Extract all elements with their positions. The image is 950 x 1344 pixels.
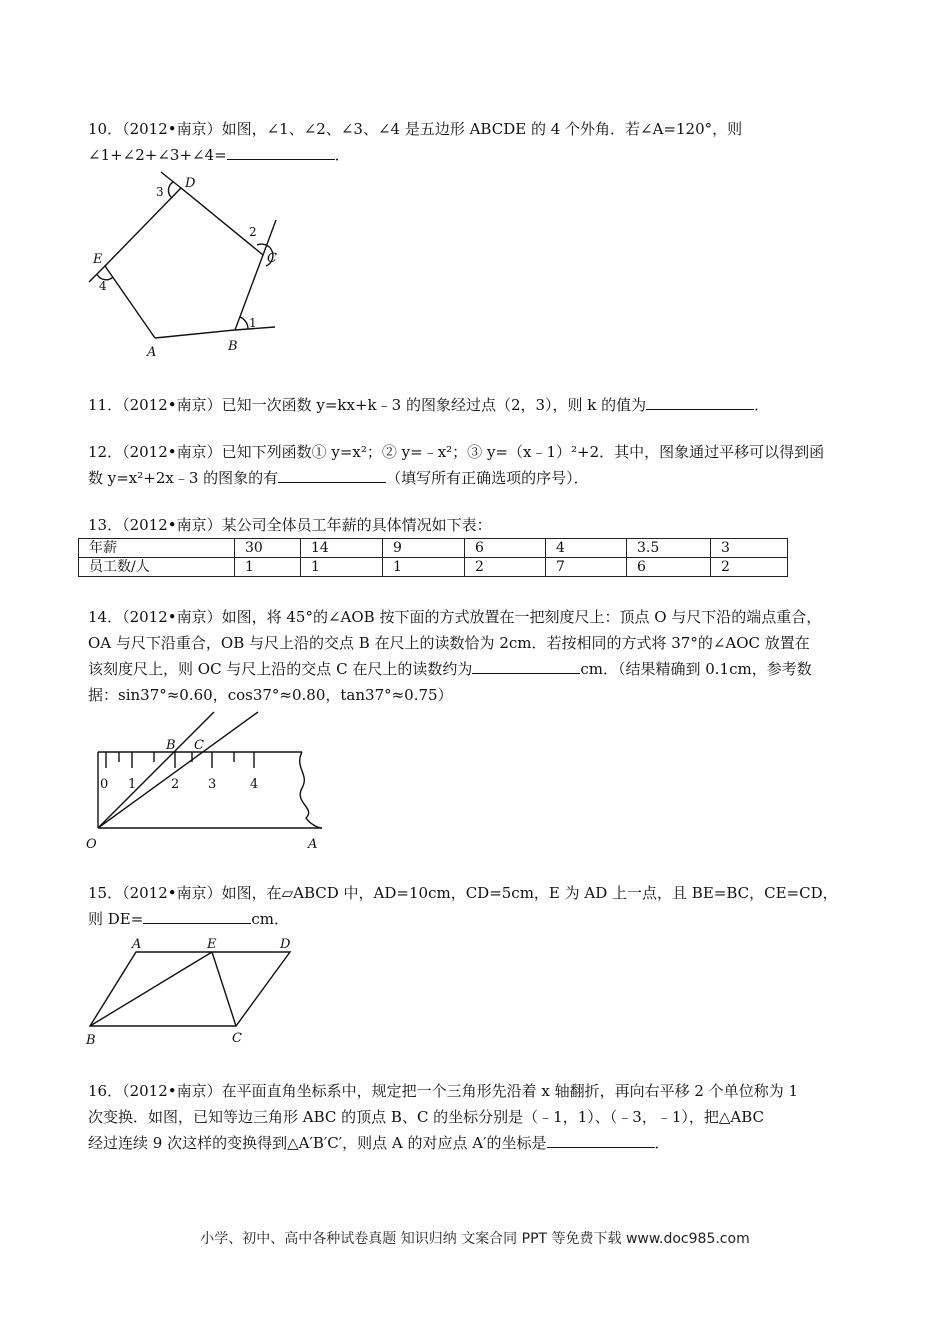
label-A: A [132, 937, 142, 952]
extension-CD [161, 172, 181, 188]
arc-angle-1 [240, 317, 248, 329]
label-A: A [147, 345, 157, 360]
tick-label-2: 2 [171, 777, 180, 792]
answer-blank[interactable] [143, 907, 251, 924]
table-cell: 1 [301, 558, 383, 577]
q16-line3 [88, 1130, 868, 1156]
q12-line2-end: （填写所有正确选项的序号）． [386, 469, 589, 487]
ruler-ticks [106, 752, 254, 768]
answer-blank[interactable] [278, 466, 386, 483]
answer-blank[interactable] [472, 657, 580, 674]
table-cell: 员工数/人 [79, 558, 235, 577]
table-cell: 3.5 [627, 539, 711, 558]
table-cell: 6 [627, 558, 711, 577]
label-B: B [86, 1033, 96, 1048]
table-row [79, 558, 788, 577]
answer-blank[interactable] [227, 143, 335, 160]
answer-blank[interactable] [646, 393, 754, 410]
ruler-figure [84, 708, 334, 856]
table-cell: 7 [546, 558, 627, 577]
parallelogram-figure [82, 934, 307, 1049]
question-15 [88, 880, 868, 932]
table-cell: 14 [301, 539, 383, 558]
answer-blank[interactable] [547, 1131, 655, 1148]
arc-angle-3 [168, 182, 173, 197]
q15-line2 [88, 906, 868, 932]
table-cell: 2 [465, 558, 546, 577]
table-cell: 3 [711, 539, 788, 558]
table-cell: 4 [546, 539, 627, 558]
label-E: E [207, 937, 217, 952]
label-C: C [232, 1031, 242, 1046]
label-angle-4: 4 [99, 279, 107, 293]
pentagon-figure [85, 170, 285, 365]
q12-line2 [88, 465, 868, 491]
q15-line2-end: cm． [251, 910, 289, 928]
q16-line1: 16．（2012•南京）在平面直角坐标系中，规定把一个三角形先沿着 x 轴翻折，再向右平移 2 个单位称为 1 [88, 1082, 798, 1100]
label-C: C [267, 251, 277, 266]
label-angle-3: 3 [156, 185, 164, 199]
table-cell: 1 [383, 558, 465, 577]
ray-OB [98, 712, 217, 828]
table-row [79, 539, 788, 558]
q12-line1: 12．（2012•南京）已知下列函数① y=x²；② y=﹣x²；③ y=（x﹣1）²+2．其中，图象通过平移可以得到函 [88, 443, 825, 461]
q14-line4: 据：sin37°≈0.60，cos37°≈0.80，tan37°≈0.75） [88, 686, 453, 704]
q10-line1: 10．（2012•南京）如图，∠1、∠2、∠3、∠4 是五边形 ABCDE 的 4 个外角．若∠A=120°，则 [88, 120, 743, 138]
page-footer: 小学、初中、高中各种试卷真题 知识归纳 文案合同 PPT 等免费下载 www.doc985.com [200, 1231, 750, 1247]
label-D: D [280, 937, 291, 952]
label-O: O [86, 837, 97, 852]
label-E: E [93, 252, 103, 267]
label-angle-2: 2 [249, 225, 257, 239]
table-cell: 9 [383, 539, 465, 558]
q14-line2: OA 与尺下沿重合，OB 与尺上沿的交点 B 在尺上的读数恰为 2cm．若按相同的方式将 37°的∠AOC 放置在 [88, 634, 810, 652]
table-cell: 6 [465, 539, 546, 558]
tick-label-4: 4 [250, 777, 259, 792]
label-angle-1: 1 [249, 316, 257, 330]
label-B: B [166, 738, 176, 753]
ruler-torn-edge [300, 752, 322, 828]
q14-line1: 14．（2012•南京）如图，将 45°的∠AOB 按下面的方式放置在一把刻度尺上：顶点 O 与尺下沿的端点重合， [88, 608, 822, 626]
question-12 [88, 439, 868, 491]
ray-OC [98, 712, 258, 828]
segment-BE [90, 952, 212, 1026]
label-D: D [185, 176, 196, 191]
q16-line2: 次变换．如图，已知等边三角形 ABC 的顶点 B、C 的坐标分别是（﹣1，1）、（﹣3，﹣1），把△ABC [88, 1108, 765, 1126]
q15-line2-text: 则 DE= [88, 910, 144, 928]
question-10 [88, 116, 868, 168]
q14-line3 [88, 656, 868, 682]
table-cell: 年薪 [79, 539, 235, 558]
q15-line1: 15．（2012•南京）如图，在▱ABCD 中，AD=10cm，CD=5cm，E 为 AD 上一点，且 BE=BC，CE=CD， [88, 884, 838, 902]
q12-line2-text: 数 y=x²+2x﹣3 的图象的有 [88, 469, 279, 487]
label-C: C [194, 738, 204, 753]
salary-table [78, 538, 788, 577]
label-B: B [228, 339, 238, 354]
q10-line2-text: ∠1+∠2+∠3+∠4= [88, 146, 227, 164]
tick-label-1: 1 [128, 777, 137, 792]
q13-text: 13．（2012•南京）某公司全体员工年薪的具体情况如下表： [88, 516, 492, 534]
question-11 [88, 392, 868, 418]
question-14 [88, 604, 868, 708]
q14-line3-end: cm．（结果精确到 0.1cm，参考数 [580, 660, 812, 678]
table-cell: 2 [711, 558, 788, 577]
q10-line2-end: ． [334, 146, 350, 164]
parallelogram-ABCD [90, 952, 290, 1026]
pentagon-outline [105, 188, 263, 338]
q14-line3-text: 该刻度尺上，则 OC 与尺上沿的交点 C 在尺上的读数约为 [88, 660, 473, 678]
tick-label-3: 3 [208, 777, 217, 792]
table-cell: 1 [235, 558, 301, 577]
question-13 [88, 512, 868, 538]
segment-EC [212, 952, 236, 1026]
label-A: A [308, 837, 318, 852]
tick-label-0: 0 [100, 777, 109, 792]
q10-line2 [88, 142, 868, 168]
extension-BC [263, 220, 276, 255]
question-16 [88, 1078, 868, 1156]
q16-line3-text: 经过连续 9 次这样的变换得到△A′B′C′，则点 A 的对应点 A′的坐标是 [88, 1134, 547, 1152]
table-cell: 30 [235, 539, 301, 558]
q11-text: 11．（2012•南京）已知一次函数 y=kx+k﹣3 的图象经过点（2，3），则 k 的值为 [88, 396, 647, 414]
q16-line3-end: ． [654, 1134, 670, 1152]
q11-end: ． [754, 396, 770, 414]
